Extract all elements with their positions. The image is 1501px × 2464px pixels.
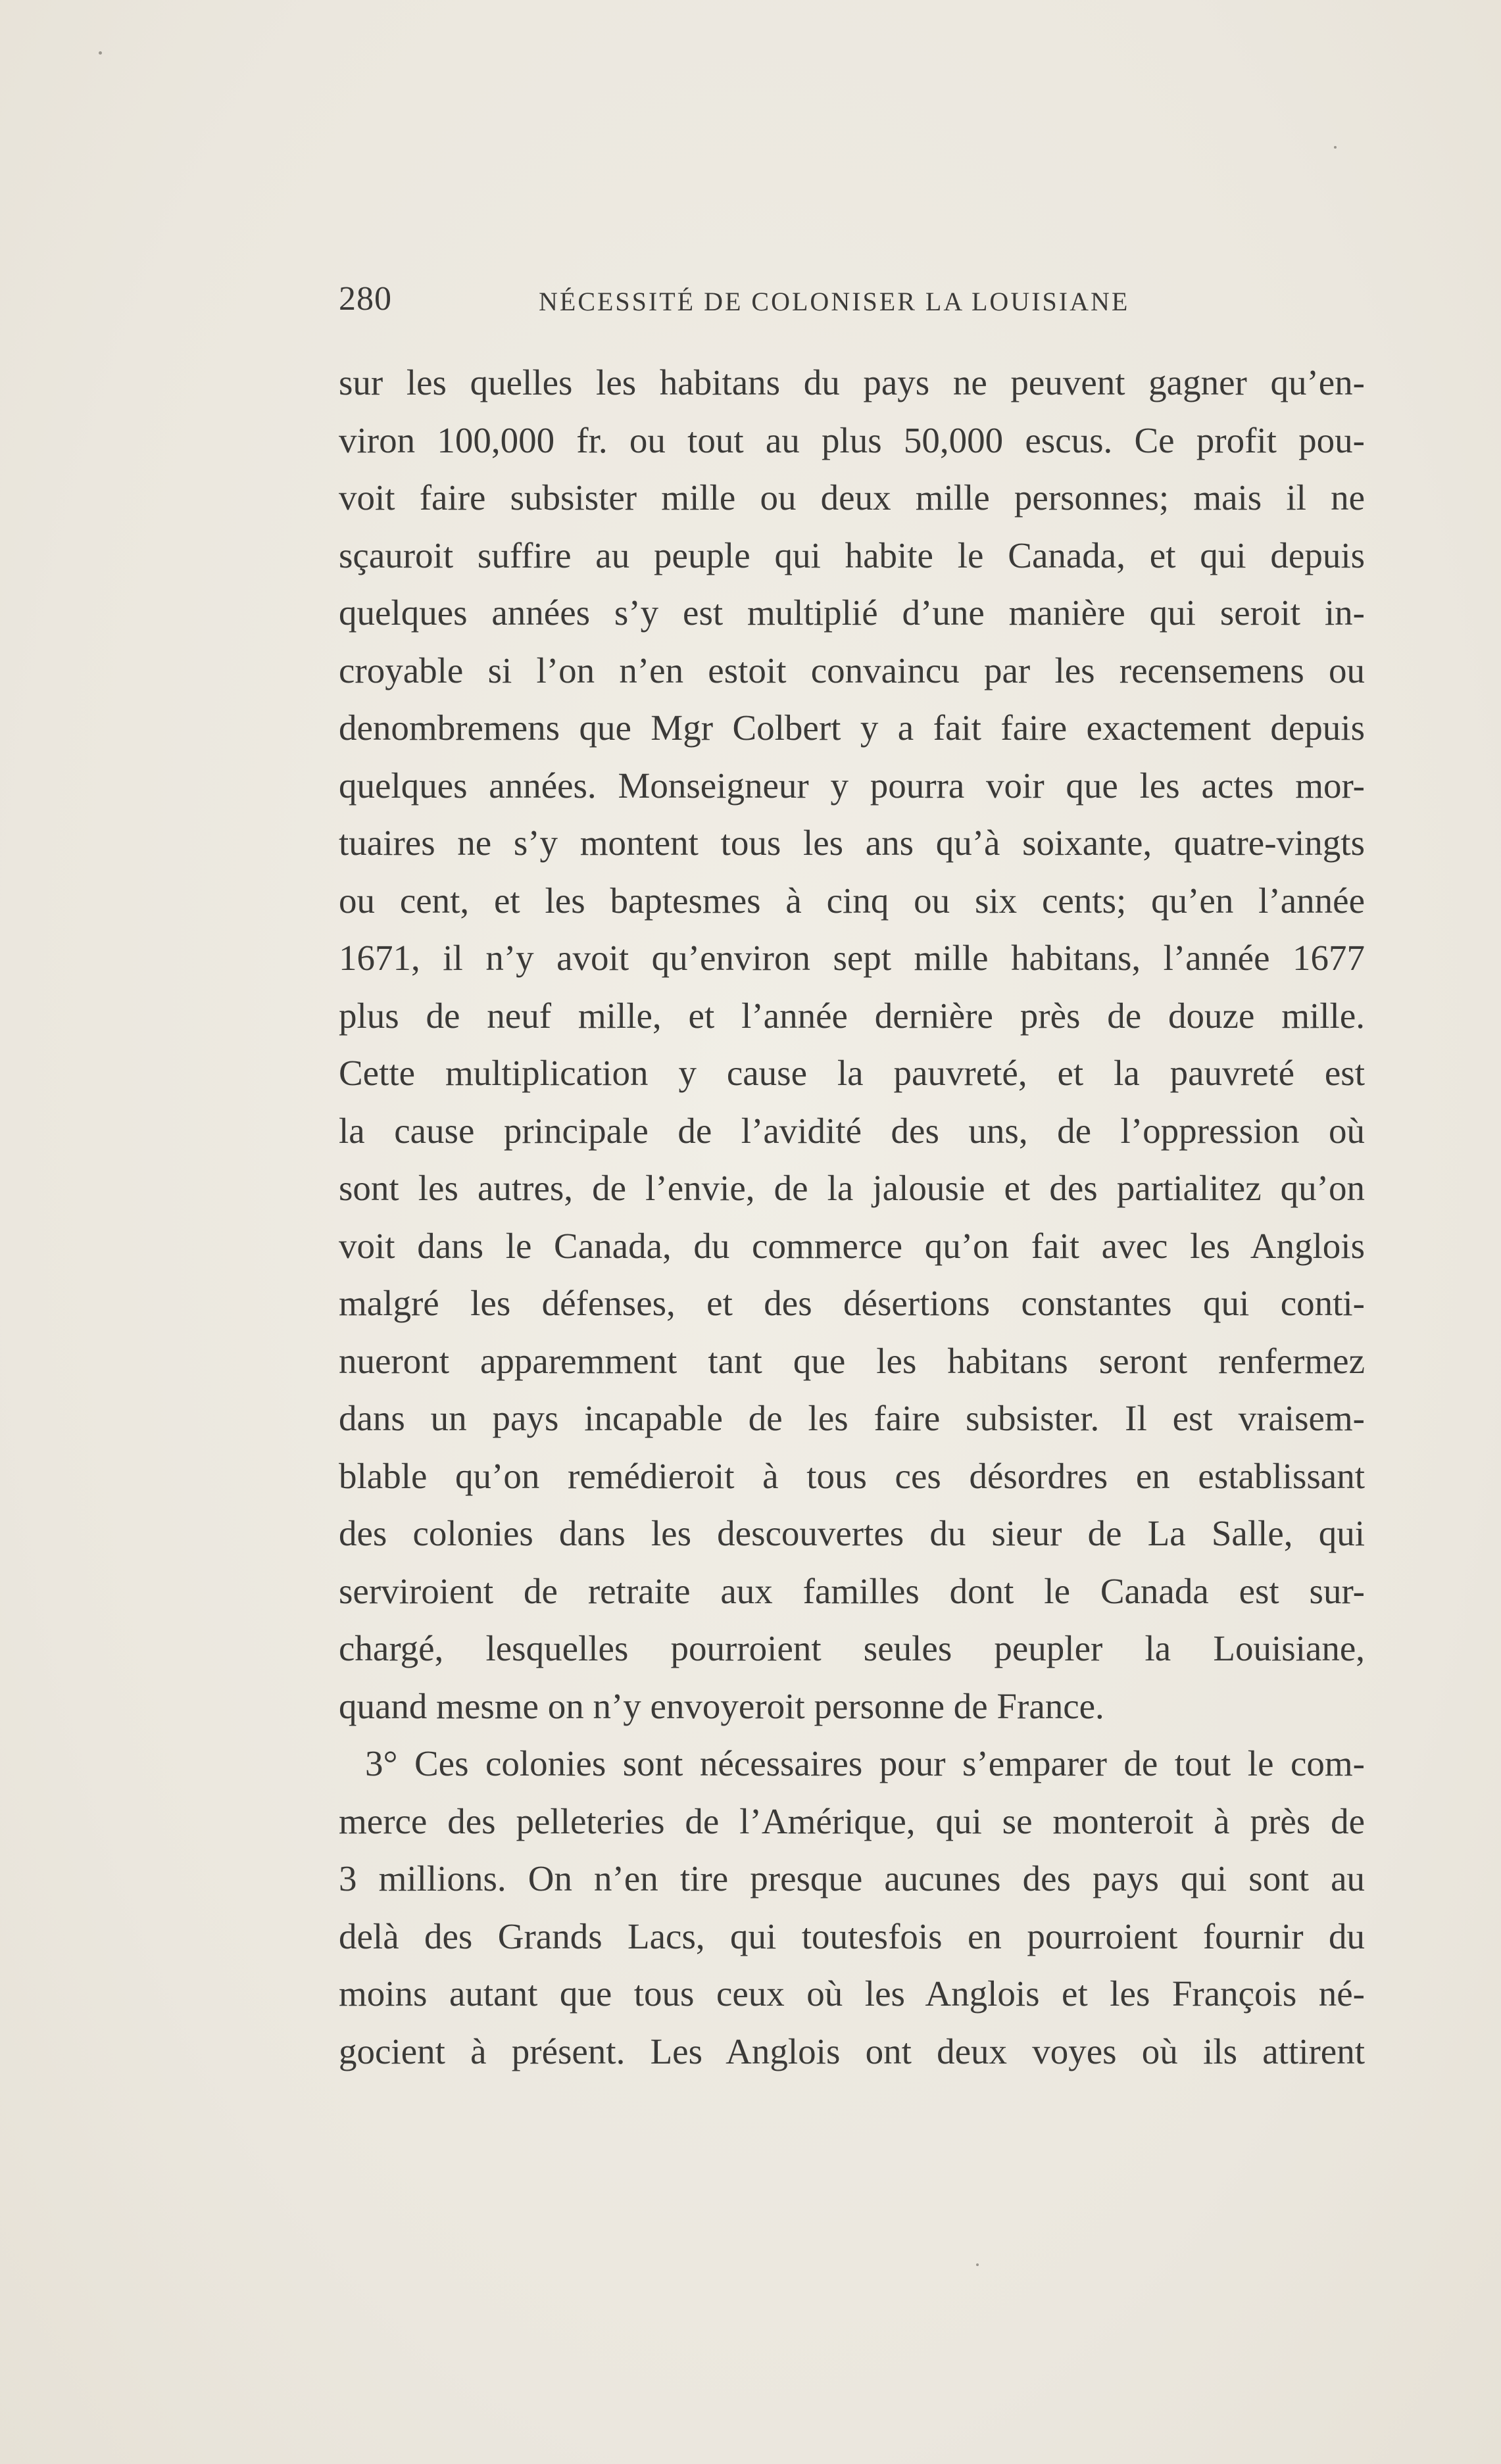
margin-speck [976, 2263, 979, 2266]
text-line: quelques années. Monseigneur y pourra voir que les actes mor- [339, 765, 1365, 806]
text-line: denombremens que Mgr Colbert y a fait faire exactement depuis [339, 708, 1365, 748]
text-line: merce des pelleteries de l’Amérique, qui se monteroit à près de [339, 1800, 1365, 1841]
text-line: nueront apparemment tant que les habitans seront renfermez [339, 1340, 1365, 1381]
text-line: voit faire subsister mille ou deux mille personnes; mais il ne [339, 477, 1365, 518]
text-line: plus de neuf mille, et l’année dernière près de douze mille. [339, 995, 1365, 1036]
text-line: malgré les défenses, et des désertions constantes qui conti- [339, 1283, 1365, 1323]
text-line: des colonies dans les descouvertes du sieur de La Salle, qui [339, 1513, 1365, 1553]
margin-speck [99, 51, 102, 55]
text-line: croyable si l’on n’en estoit convaincu par les recensemens ou [339, 650, 1365, 690]
text-line: Cette multiplication y cause la pauvreté, et la pauvreté est [339, 1053, 1365, 1093]
margin-speck [1334, 146, 1337, 149]
text-line: 3 millions. On n’en tire presque aucunes des pays qui sont au [339, 1858, 1365, 1898]
text-line: quand mesme on n’y envoyeroit personne de France. [339, 1685, 1104, 1726]
text-line: la cause principale de l’avidité des uns, de l’oppression où [339, 1110, 1365, 1151]
page-header [339, 279, 1362, 326]
text-line: blable qu’on remédieroit à tous ces désordres en establissant [339, 1455, 1365, 1496]
text-line: chargé, lesquelles pourroient seules peupler la Louisiane, [339, 1628, 1365, 1668]
running-title: NÉCESSITÉ DE COLONISER LA LOUISIANE [539, 287, 1130, 316]
text-line: delà des Grands Lacs, qui toutesfois en pourroient fournir du [339, 1916, 1365, 1956]
text-line: serviroient de retraite aux familles dont le Canada est sur- [339, 1570, 1365, 1611]
page-number: 280 [339, 280, 392, 318]
text-line: sur les quelles les habitans du pays ne peuvent gagner qu’en- [339, 362, 1365, 402]
text-line: tuaires ne s’y montent tous les ans qu’à soixante, quatre-vingts [339, 823, 1365, 863]
text-line: voit dans le Canada, du commerce qu’on fait avec les Anglois [339, 1225, 1365, 1266]
text-line: 3° Ces colonies sont nécessaires pour s’emparer de tout le com- [365, 1743, 1365, 1783]
text-line: gocient à présent. Les Anglois ont deux voyes où ils attirent [339, 2031, 1365, 2071]
body-text [339, 354, 1365, 2080]
text-line: dans un pays incapable de les faire subsister. Il est vraisem- [339, 1398, 1365, 1438]
text-line: ou cent, et les baptesmes à cinq ou six cents; qu’en l’année [339, 880, 1365, 921]
text-line: viron 100,000 fr. ou tout au plus 50,000 escus. Ce profit pou- [339, 420, 1365, 460]
text-line: quelques années s’y est multiplié d’une manière qui seroit in- [339, 592, 1365, 633]
text-line: 1671, il n’y avoit qu’environ sept mille habitans, l’année 1677 [339, 938, 1365, 978]
text-line: moins autant que tous ceux où les Anglois et les François né- [339, 1973, 1365, 2014]
text-line: sçauroit suffire au peuple qui habite le Canada, et qui depuis [339, 535, 1365, 575]
text-line: sont les autres, de l’envie, de la jalousie et des partialitez qu’on [339, 1168, 1365, 1208]
